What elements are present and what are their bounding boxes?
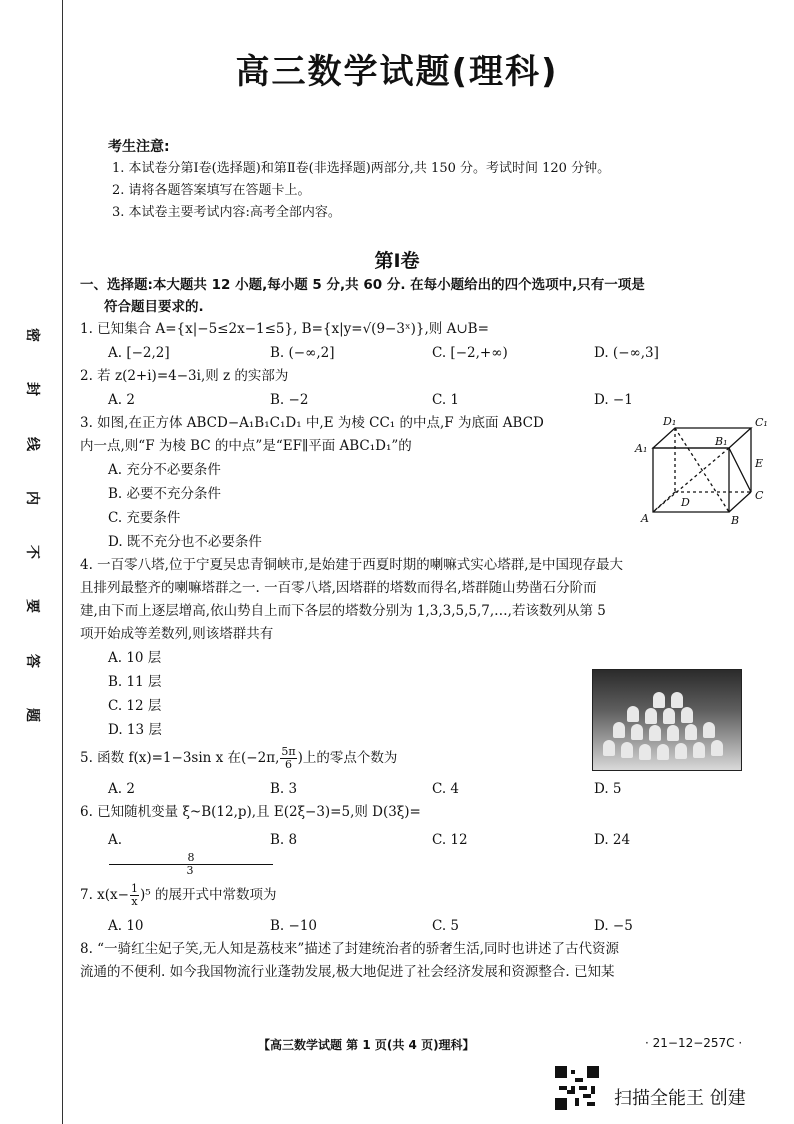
option: C. 5	[432, 918, 460, 934]
option: A. [−2,2]	[108, 345, 170, 361]
option: A. 2	[108, 781, 135, 797]
option: D. 既不充分也不必要条件	[108, 534, 262, 550]
footer-page-info: 【高三数学试题 第 1 页(共 4 页)理科】	[258, 1038, 475, 1052]
label-a: A	[641, 512, 649, 525]
question-5-text: 5. 函数 f(x)=1−3sin x 在(−2π,	[80, 750, 280, 766]
option: B. −10	[270, 918, 317, 934]
seal-char: 内	[24, 490, 40, 505]
option: B. −2	[270, 392, 309, 408]
fraction-1-x	[130, 883, 139, 908]
question-2-options	[80, 388, 760, 412]
option: C. 12 层	[108, 698, 162, 714]
question-6-options	[80, 828, 760, 877]
option: B. 3	[270, 781, 298, 797]
label-b1: B₁	[715, 435, 728, 448]
option: D. 24	[594, 832, 631, 848]
label-e: E	[755, 457, 764, 470]
scanner-watermark: 扫描全能王 创建	[614, 1088, 746, 1109]
option: D. −5	[594, 918, 633, 934]
option: A. 10	[108, 918, 144, 934]
seal-char: 密	[24, 328, 40, 342]
option	[108, 828, 270, 877]
fraction-numerator: 1	[130, 882, 138, 895]
part-title: 第Ⅰ卷	[374, 250, 420, 272]
question-3-line: 内一点,则“F 为棱 BC 的中点”是“EF∥平面 ABC₁D₁”的	[80, 438, 412, 454]
fraction-numerator: 8	[109, 852, 273, 865]
section-heading	[80, 274, 760, 318]
qr-code-icon	[555, 1066, 599, 1110]
seal-char: 题	[24, 707, 40, 722]
option: A. 2	[108, 392, 135, 408]
question-8-line: 流通的不便利. 如今我国物流行业蓬勃发展,极大地促进了社会经济发展和资源整合. 已知某	[80, 964, 615, 980]
question-8-line: 8. “一骑红尘妃子笑,无人知是荔枝来”描述了封建统治者的骄奢生活,同时也讲述了古代资源	[80, 941, 620, 957]
question-7-options	[80, 914, 760, 938]
question-4-line: 建,由下而上逐层增高,依山势自上而下各层的塔数分别为 1,3,3,5,5,7,…,若该数列从第 5	[80, 603, 606, 619]
question-4-line: 4. 一百零八塔,位于宁夏吴忠青铜峡市,是始建于西夏时期的喇嘛式实心塔群,是中国现存最大	[80, 557, 624, 573]
question-3-line: 3. 如图,在正方体 ABCD−A₁B₁C₁D₁ 中,E 为棱 CC₁ 的中点,F 为底面 ABCD	[80, 415, 544, 431]
option: D. (−∞,3]	[594, 345, 659, 361]
label-a1: A₁	[635, 442, 648, 455]
seal-char: 答	[24, 653, 40, 668]
question-5-text: )上的零点个数为	[297, 750, 398, 766]
option: C. 12	[432, 832, 468, 848]
question-4-line: 项开始成等差数列,则该塔群共有	[80, 626, 274, 642]
fraction-denominator: 6	[285, 758, 292, 771]
notice-item: 2. 请将各题答案填写在答题卡上。	[112, 183, 311, 198]
notice-item: 1. 本试卷分第Ⅰ卷(选择题)和第Ⅱ卷(非选择题)两部分,共 150 分。考试时间 120 分钟。	[112, 161, 611, 176]
label-d1: D₁	[663, 415, 677, 428]
option-letter: A.	[108, 832, 123, 848]
question-5-options	[80, 777, 760, 801]
question-2-stem: 2. 若 z(2+i)=4−3i,则 z 的实部为	[80, 368, 289, 384]
section-line: 符合题目要求的.	[104, 299, 204, 315]
fraction-8-3	[109, 852, 271, 877]
fraction-denominator: x	[131, 895, 138, 908]
binding-line	[62, 0, 63, 1124]
question-4-line: 且排列最整齐的喇嘛塔群之一. 一百零八塔,因塔群的塔数而得名,塔群随山势凿石分阶而	[80, 580, 597, 596]
question-1-options	[80, 341, 760, 365]
question-3	[80, 412, 768, 554]
option: D. 5	[594, 781, 622, 797]
cube-figure	[625, 414, 785, 526]
question-7-text: )⁵ 的展开式中常数项为	[139, 887, 277, 903]
fraction-numerator: 5π	[281, 745, 296, 758]
seal-char: 不	[24, 545, 40, 560]
option: C. 1	[432, 392, 460, 408]
option: A. 充分不必要条件	[108, 462, 221, 478]
question-7-text: 7. x(x−	[80, 887, 129, 903]
option: B. 必要不充分条件	[108, 486, 222, 502]
option: D. −1	[594, 392, 633, 408]
option: B. 11 层	[108, 674, 162, 690]
section-line: 一、选择题:本大题共 12 小题,每小题 5 分,共 60 分. 在每小题给出的四个选项中,只有一项是	[80, 277, 645, 293]
label-d: D	[681, 496, 690, 509]
fraction-denominator: 3	[186, 864, 194, 877]
notice-heading: 考生注意:	[108, 139, 170, 155]
label-c: C	[755, 489, 764, 502]
pagoda-photo	[592, 669, 742, 771]
option: B. (−∞,2]	[270, 345, 335, 361]
seal-char: 线	[24, 436, 40, 451]
option: C. 充要条件	[108, 510, 181, 526]
seal-char: 要	[24, 599, 40, 614]
candidate-notice	[108, 136, 748, 224]
option: C. 4	[432, 781, 460, 797]
questions-area	[80, 274, 768, 984]
question-1-stem: 1. 已知集合 A={x|−5≤2x−1≤5}, B={x|y=√(9−3ˣ)},则 A∪B=	[80, 321, 489, 337]
option: D. 13 层	[108, 722, 162, 738]
notice-item: 3. 本试卷主要考试内容:高考全部内容。	[112, 205, 341, 220]
option: B. 8	[270, 832, 298, 848]
exam-title: 高三数学试题(理科)	[235, 52, 559, 92]
option: A. 10 层	[108, 650, 162, 666]
seal-char: 封	[24, 382, 40, 397]
label-c1: C₁	[755, 416, 768, 429]
question-6-stem: 6. 已知随机变量 ξ~B(12,p),且 E(2ξ−3)=5,则 D(3ξ)=	[80, 804, 421, 820]
seal-line-text	[22, 325, 44, 725]
question-7-stem	[80, 883, 760, 908]
footer-code: · 21−12−257C ·	[645, 1036, 743, 1050]
option: C. [−2,+∞)	[432, 345, 508, 361]
fraction-5pi-6	[280, 746, 296, 771]
label-b: B	[731, 514, 740, 526]
